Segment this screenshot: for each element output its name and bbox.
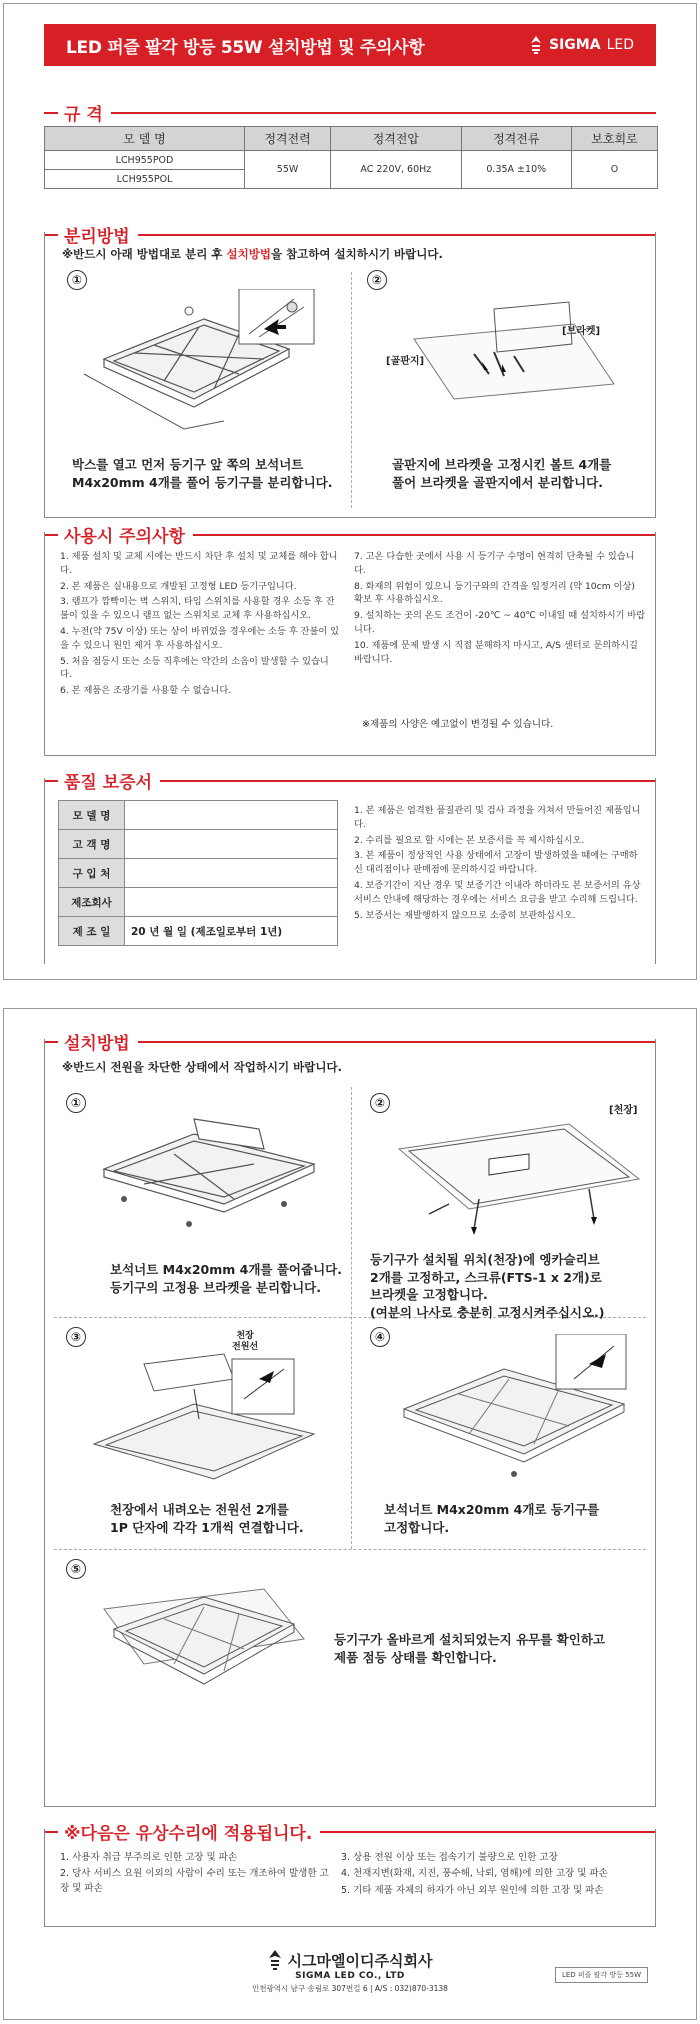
caution-item: 9. 설치하는 곳의 온도 조건이 -20℃ ~ 40℃ 이내일 때 설치하시기 바랍니다. — [354, 610, 646, 635]
warranty-note: 3. 본 제품이 정상적인 사용 상태에서 고장이 발생하였을 때에는 구매하신 대리점이나 판매점에 문의하시길 바랍니다. — [354, 850, 638, 876]
separation-divider — [351, 272, 352, 508]
caution-item: 6. 본 제품은 조광기를 사용할 수 없습니다. — [60, 685, 232, 697]
warranty-note: 2. 수리를 필요로 할 시에는 본 보증서를 꼭 제시하십시오. — [354, 834, 585, 846]
install-step-4-illustration — [384, 1334, 644, 1494]
caution-item: 2. 본 제품은 실내용으로 개발된 고정형 LED 등기구입니다. — [60, 580, 297, 592]
caution-item: 1. 제품 설치 및 교체 시에는 반드시 차단 후 설치 및 교체를 해야 합니다. — [60, 551, 338, 576]
install-step-3-number: ③ — [66, 1327, 86, 1347]
warranty-note: 4. 보증기간이 지난 경우 및 보증기간 이내라 하더라도 본 보증서의 유상서비스 안내에 해당하는 경우에는 서비스 요금을 받고 수리해 드립니다. — [354, 879, 641, 905]
sep-step-2-caption-line-1: 골판지에 브라켓을 고정시킨 볼트 4개를 — [392, 457, 612, 472]
warranty-key: 제조회사 — [59, 888, 125, 917]
paid-list-right — [341, 1851, 651, 1900]
paid-item: 1. 사용자 취급 부주의로 인한 고장 및 파손 — [60, 1852, 238, 1863]
spec-col-current: 정격전류 — [461, 127, 571, 151]
install-step-4-caption — [384, 1501, 599, 1536]
brand-name: SIGMA — [549, 37, 601, 53]
install-step-4-caption-line-2: 고정합니다. — [384, 1519, 450, 1535]
spec-model-1: LCH955POD — [45, 151, 245, 170]
page-2 — [3, 1008, 697, 2020]
sep-step-1-number: ① — [67, 270, 87, 290]
warranty-key: 고 객 명 — [59, 830, 125, 859]
caution-item: 4. 누전(약 75V 이상) 또는 상이 바뀌었을 경우에는 소등 후 잔불이 있을 수 있으니 원인 제거 후 사용하십시오. — [60, 625, 340, 651]
install-step-1-illustration — [84, 1109, 334, 1239]
warranty-note: 1. 본 제품은 엄격한 품질관리 및 검사 과정을 거쳐서 만들어진 제품입니다. — [354, 805, 641, 830]
install-step-5-caption-line-1: 등기구가 올바르게 설치되었는지 유무를 확인하고 — [334, 1632, 605, 1647]
install-step-3-caption-line-1: 천장에서 내려오는 전원선 2개를 — [110, 1502, 289, 1517]
caution-item: 7. 고온 다습한 곳에서 사용 시 등기구 수명이 현격히 단축될 수 있습니다. — [354, 551, 635, 576]
install-step-1-number: ① — [66, 1093, 86, 1113]
warranty-note: 5. 보증서는 재발행하지 않으므로 소중히 보관하십시오. — [354, 909, 576, 921]
separation-note-pre: ※반드시 아래 방법대로 분리 후 — [62, 247, 227, 261]
page-title: LED 퍼즐 팔각 방등 55W 설치방법 및 주의사항 — [66, 37, 425, 58]
paid-item: 3. 상용 전원 이상 또는 접속기기 불량으로 인한 고장 — [341, 1852, 558, 1863]
caution-section-title: 사용시 주의사항 — [64, 527, 185, 547]
spec-current: 0.35A ±10% — [461, 151, 571, 189]
install-step-5-number: ⑤ — [66, 1559, 86, 1579]
warranty-key: 구 입 처 — [59, 859, 125, 888]
warranty-value-date[interactable]: 20 년 월 일 (제조일로부터 1년) — [125, 917, 338, 946]
spec-model-2: LCH955POL — [45, 170, 245, 189]
spec-section-header — [44, 100, 656, 125]
warranty-value-maker[interactable] — [125, 888, 338, 917]
company-name: 시그마엘이디주식회사 — [287, 1951, 433, 1970]
separation-note-link: 설치방법 — [226, 247, 271, 261]
company-logo-icon — [268, 1949, 282, 1971]
warranty-key: 모 델 명 — [59, 801, 125, 830]
page-1 — [3, 3, 697, 980]
install-step-5-caption-line-2: 제품 점등 상태를 확인합니다. — [334, 1649, 497, 1665]
company-name-en: SIGMA LED CO., LTD — [295, 1971, 405, 1981]
warranty-notes — [354, 804, 646, 924]
caution-item: 8. 화재의 위험이 있으니 등기구와의 간격을 일정거리 (약 10cm 이상) 확보 후 사용하십시오. — [354, 580, 635, 606]
install-note: ※반드시 전원을 차단한 상태에서 작업하시기 바랍니다. — [62, 1060, 342, 1074]
install-step-1-caption-line-1: 보석너트 M4x20mm 4개를 풀어줍니다. — [110, 1262, 342, 1277]
brand-logo — [529, 35, 634, 55]
install-step-2-illustration — [389, 1109, 649, 1249]
sep-step-2-number: ② — [367, 270, 387, 290]
install-divider-h2 — [54, 1549, 646, 1550]
install-step-3-caption — [110, 1501, 304, 1536]
install-step-4-caption-line-1: 보석너트 M4x20mm 4개로 등기구를 — [384, 1502, 600, 1517]
sep-label-bracket: [브라켓] — [562, 326, 601, 337]
spec-col-power: 정격전력 — [245, 127, 331, 151]
install-step-5-caption — [334, 1631, 605, 1666]
install-step-3-illustration — [84, 1349, 334, 1489]
sep-step-2-caption — [392, 456, 611, 491]
caution-footnote: ※제품의 사양은 예고없이 변경될 수 있습니다. — [362, 719, 554, 730]
caution-item: 5. 처음 점등시 또는 소등 직후에는 약간의 소음이 발생할 수 있습니다. — [60, 655, 329, 681]
spec-table — [44, 126, 658, 189]
spec-voltage: AC 220V, 60Hz — [331, 151, 462, 189]
title-banner — [44, 24, 656, 66]
install-step-2-caption-line-2: 2개를 고정하고, 스크류(FTS-1 x 2개)로 — [370, 1269, 602, 1285]
caution-item: 10. 제품에 문제 발생 시 직접 분해하지 마시고, A/S 센터로 문의하시길 바랍니다. — [354, 639, 638, 665]
sep-step-1-illustration — [74, 289, 334, 439]
separation-note — [62, 246, 443, 262]
spec-section-title: 규 격 — [64, 105, 103, 125]
spec-col-model: 모 델 명 — [45, 127, 245, 151]
spec-protection: O — [571, 151, 657, 189]
warranty-table — [58, 800, 338, 946]
install-label-ceiling: [천장] — [609, 1105, 638, 1116]
install-divider-v — [351, 1087, 352, 1549]
separation-note-post: 을 참고하여 설치하시기 바랍니다. — [270, 247, 443, 261]
install-step-2-number: ② — [370, 1093, 390, 1113]
install-step-2-caption-line-3: 브라켓을 고정합니다. — [370, 1287, 488, 1302]
brand-suffix: LED — [606, 37, 634, 53]
paid-list-left — [60, 1851, 330, 1898]
company-address: 인천광역시 남구 송림로 307번길 6 | A/S : 032)870-3138 — [252, 1984, 448, 1993]
sep-label-ceiling: [골판지] — [386, 356, 425, 367]
install-step-1-caption — [110, 1261, 342, 1296]
warranty-value-model[interactable] — [125, 801, 338, 830]
warranty-section-title: 품질 보증서 — [64, 773, 153, 793]
install-step-4-number: ④ — [370, 1327, 390, 1347]
warranty-key: 제 조 일 — [59, 917, 125, 946]
separation-section-title: 분리방법 — [64, 227, 130, 247]
spec-col-protection: 보호회로 — [571, 127, 657, 151]
sep-step-1-caption — [72, 456, 332, 491]
install-step-3-caption-line-2: 1P 단자에 각각 1개씩 연결합니다. — [110, 1519, 304, 1535]
warranty-value-store[interactable] — [125, 859, 338, 888]
caution-list-right — [354, 550, 646, 668]
install-step-1-caption-line-2: 등기구의 고정용 브라켓을 분리합니다. — [110, 1279, 322, 1295]
warranty-value-customer[interactable] — [125, 830, 338, 859]
install-step-2-caption — [370, 1251, 605, 1321]
paid-section-title: ※다음은 유상수리에 적용됩니다. — [64, 1824, 313, 1844]
install-section-title: 설치방법 — [64, 1034, 130, 1054]
install-step-2-caption-line-1: 등기구가 설치될 위치(천장)에 엥카슬리브 — [370, 1252, 600, 1267]
paid-item: 2. 당사 서비스 요원 이외의 사람이 수리 또는 개조하여 발생한 고장 및 파손 — [60, 1868, 329, 1894]
install-label-power-line-1: 천장 — [236, 1331, 254, 1341]
sep-step-2-caption-line-2: 풀어 브라켓을 골판지에서 분리합니다. — [392, 474, 604, 490]
sep-step-1-caption-line-1: 박스를 열고 먼저 등기구 앞 쪽의 보석너트 — [72, 457, 304, 472]
product-stamp: LED 퍼즐 팔각 방등 55W — [555, 1967, 648, 1983]
paid-item: 5. 기타 제품 자체의 하자가 아닌 외부 원인에 의한 고장 및 파손 — [341, 1884, 604, 1896]
install-step-2-caption-line-4: (여분의 나사로 충분히 고정시켜주십시오.) — [370, 1304, 605, 1320]
sep-step-1-caption-line-2: M4x20mm 4개를 풀어 등기구를 분리합니다. — [72, 474, 333, 490]
spec-col-voltage: 정격전압 — [331, 127, 462, 151]
install-label-power-line-2: 전원선 — [232, 1341, 259, 1352]
caution-list-left — [60, 550, 340, 700]
caution-item: 3. 램프가 깜빡이는 벽 스위치, 타임 스위치를 사용할 경우 소등 후 잔불이 있을 수 있으니 램프 없는 스위치로 교체 후 사용하십시오. — [60, 596, 335, 622]
install-step-5-illustration — [94, 1579, 314, 1719]
spec-power: 55W — [245, 151, 331, 189]
sigma-logo-icon — [529, 35, 543, 55]
paid-item: 4. 천재지변(화재, 지진, 풍수해, 낙뢰, 염해)에 의한 고장 및 파손 — [341, 1868, 608, 1880]
